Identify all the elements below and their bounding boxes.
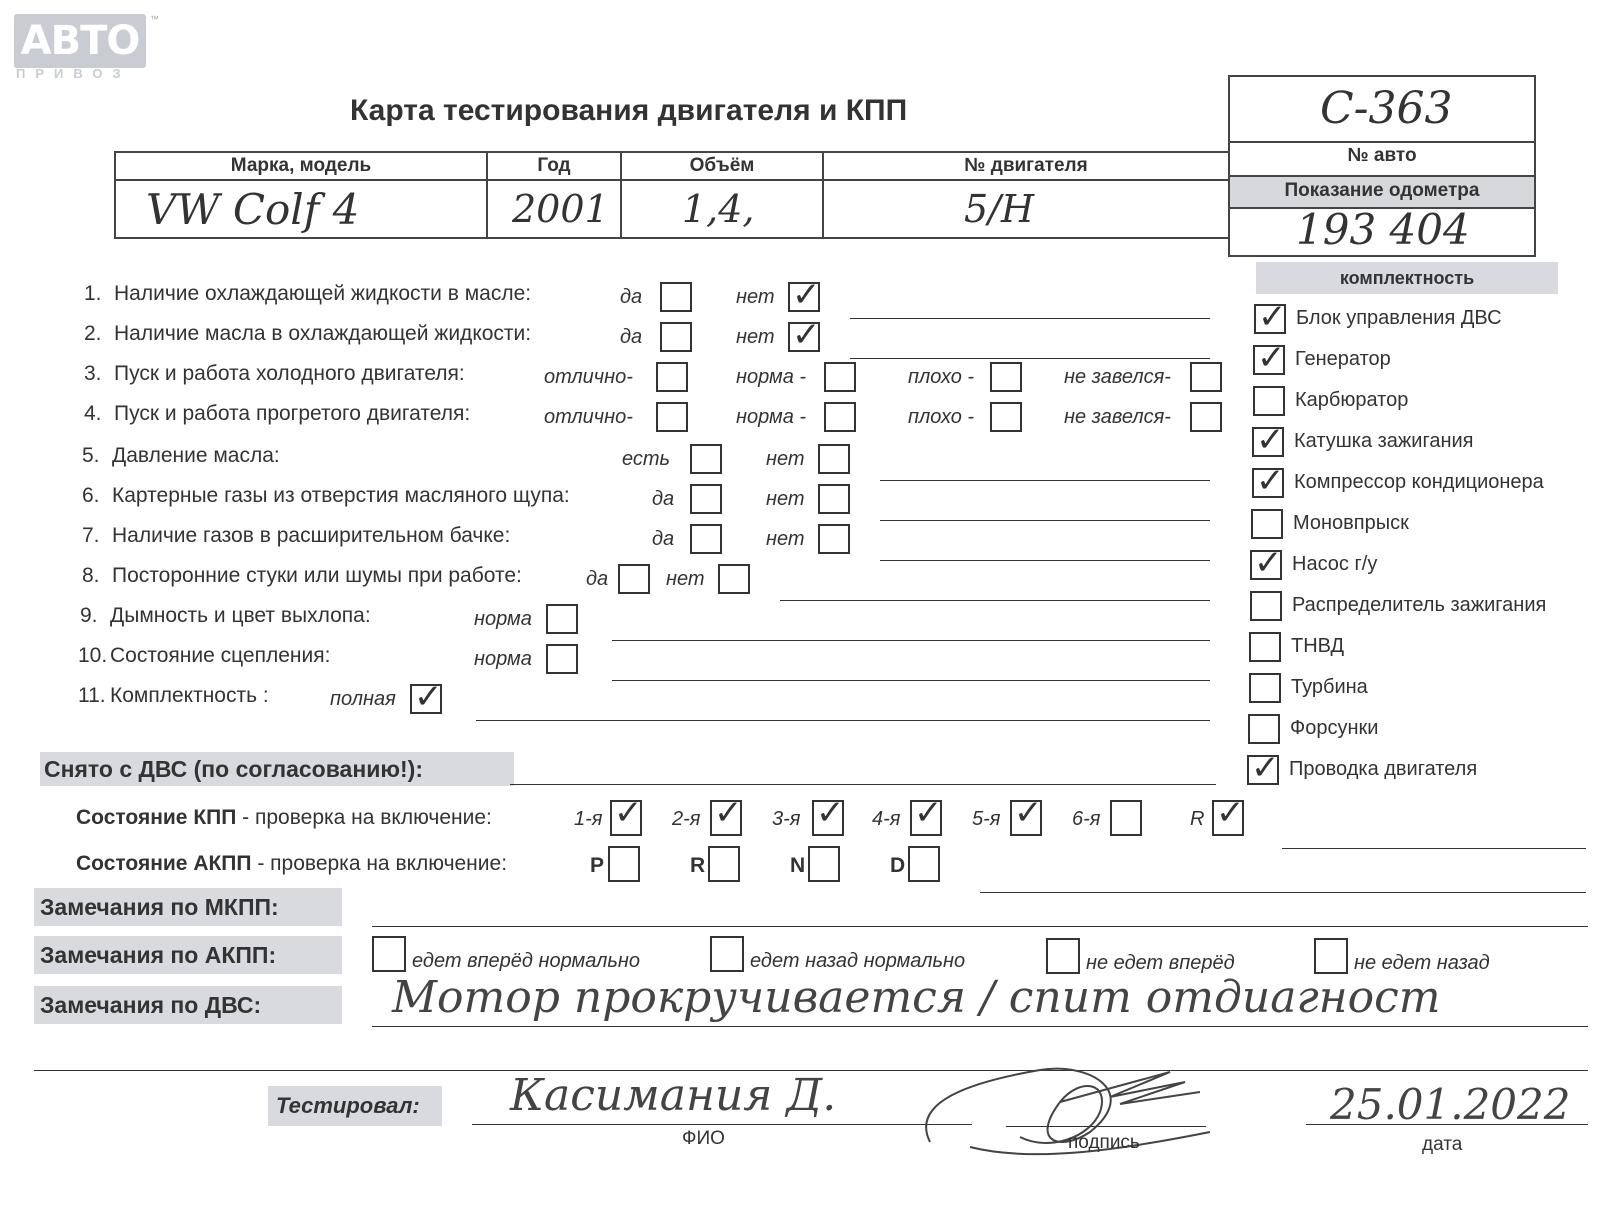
check-mark-icon: ✓ xyxy=(1257,338,1286,378)
remarks-mkpp-line xyxy=(372,926,1588,927)
date-label: дата xyxy=(1422,1134,1463,1155)
auto-number-box xyxy=(1228,75,1536,257)
manual-gear-label: 6-я xyxy=(1072,808,1101,830)
check-mark-icon: ✓ xyxy=(714,793,743,833)
completeness-item-label: Блок управления ДВС xyxy=(1296,307,1502,329)
question-oil-pressure-checkbox[interactable] xyxy=(818,444,850,474)
completeness-item-label: ТНВД xyxy=(1291,635,1345,657)
question-oil-pressure-checkbox[interactable] xyxy=(690,444,722,474)
question-expansion-tank-gases-checkbox[interactable] xyxy=(690,524,722,554)
date-line xyxy=(1306,1124,1588,1125)
question-cold-start-option-label: отлично- xyxy=(544,366,633,388)
question-cold-start-number: 3. xyxy=(84,362,102,385)
header-volume: Объём xyxy=(621,152,823,180)
auto-gear-label: D xyxy=(890,854,906,877)
question-oil-pressure-line xyxy=(880,480,1210,481)
header-make-model: Марка, модель xyxy=(115,152,487,180)
year-value: 2001 xyxy=(487,180,621,238)
page-title: Карта тестирования двигателя и КПП xyxy=(350,94,908,127)
completeness-item-label: Катушка зажигания xyxy=(1294,430,1474,452)
completeness-item-label: Моновпрыск xyxy=(1293,512,1409,534)
auto-gear-checkbox[interactable] xyxy=(808,846,840,882)
logo: АВТО xyxy=(14,14,146,68)
question-crankcase-gases-number: 6. xyxy=(82,484,100,507)
akpp-no-reverse-checkbox[interactable] xyxy=(1314,938,1348,974)
question-exhaust-line xyxy=(612,640,1210,641)
logo-subtitle: ПРИВОЗ xyxy=(16,66,131,81)
check-mark-icon: ✓ xyxy=(914,793,943,833)
auto-gear-label: P xyxy=(590,854,605,877)
question-oil-in-coolant-text: Наличие масла в охлаждающей жидкости: xyxy=(114,322,532,345)
akpp-reverse-ok-label: едет назад нормально xyxy=(750,950,966,972)
auto-number-value: С-363 xyxy=(1320,83,1453,134)
question-coolant-in-oil-number: 1. xyxy=(84,282,102,305)
completeness-item-checkbox[interactable] xyxy=(1249,632,1281,662)
question-noise-checkbox[interactable] xyxy=(618,564,650,594)
manual-gear-label: 5-я xyxy=(972,808,1001,830)
check-mark-icon: ✓ xyxy=(614,793,643,833)
check-mark-icon: ✓ xyxy=(816,793,845,833)
akpp-forward-ok-label: едет вперёд нормально xyxy=(412,950,641,972)
question-warm-start-checkbox[interactable] xyxy=(1190,402,1222,432)
vehicle-info-table xyxy=(114,151,1230,239)
question-warm-start-option-label: плохо - xyxy=(908,406,975,428)
completeness-item-label: Насос г/у xyxy=(1292,553,1378,575)
question-noise-option-label: нет xyxy=(666,568,705,590)
question-crankcase-gases-checkbox[interactable] xyxy=(818,484,850,514)
odometer-label: Показание одометра xyxy=(1284,180,1480,201)
check-mark-icon: ✓ xyxy=(1014,793,1043,833)
manual-gear-checkbox[interactable] xyxy=(1212,793,1245,836)
akpp-reverse-ok-checkbox[interactable] xyxy=(710,936,744,972)
question-clutch-number: 10. xyxy=(78,644,108,667)
akpp-forward-ok-checkbox[interactable] xyxy=(372,936,406,972)
question-coolant-in-oil-checkbox[interactable] xyxy=(788,275,821,315)
question-clutch-line xyxy=(612,680,1210,681)
manual-gearbox-label: Состояние КПП - проверка на включение: xyxy=(76,806,492,829)
manual-gear-label: 4-я xyxy=(872,808,901,830)
auto-gear-checkbox[interactable] xyxy=(908,846,940,882)
fio-label: ФИО xyxy=(682,1128,725,1149)
question-crankcase-gases-checkbox[interactable] xyxy=(690,484,722,514)
removed-line xyxy=(510,784,1216,785)
auto-gearbox-line xyxy=(980,892,1586,893)
check-mark-icon: ✓ xyxy=(1254,543,1283,583)
completeness-item-checkbox[interactable] xyxy=(1251,509,1283,539)
check-mark-icon: ✓ xyxy=(414,677,443,717)
question-warm-start-option-label: норма - xyxy=(736,406,807,428)
question-warm-start-option-label: не завелся- xyxy=(1064,406,1171,428)
tested-by-label: Тестировал: xyxy=(268,1086,442,1126)
question-clutch-option-label: норма xyxy=(474,648,532,670)
question-crankcase-gases-text: Картерные газы из отверстия масляного щупа: xyxy=(112,484,570,507)
check-mark-icon: ✓ xyxy=(792,275,821,315)
akpp-no-forward-checkbox[interactable] xyxy=(1046,938,1080,974)
question-noise-text: Посторонние стуки или шумы при работе: xyxy=(112,564,522,587)
odometer-value: 193 404 xyxy=(1296,205,1470,254)
volume-value: 1,4, xyxy=(621,180,823,238)
manual-gear-checkbox[interactable] xyxy=(1010,793,1043,836)
remarks-mkpp-label: Замечания по МКПП: xyxy=(34,888,342,926)
question-oil-in-coolant-option-label: нет xyxy=(736,326,775,348)
question-clutch-text: Состояние сцепления: xyxy=(110,644,331,667)
question-warm-start-checkbox[interactable] xyxy=(656,402,688,432)
signature-line xyxy=(1006,1126,1206,1127)
question-completeness-checkbox[interactable] xyxy=(410,677,443,717)
question-oil-in-coolant-number: 2. xyxy=(84,322,102,345)
question-warm-start-text: Пуск и работа прогретого двигателя: xyxy=(114,402,471,425)
completeness-item-label: Форсунки xyxy=(1290,717,1379,739)
question-oil-in-coolant-line xyxy=(850,358,1210,359)
completeness-item-label: Проводка двигателя xyxy=(1289,758,1478,780)
question-completeness-text: Комплектность : xyxy=(110,684,269,707)
completeness-item-checkbox[interactable] xyxy=(1249,673,1281,703)
question-coolant-in-oil-option-label: да xyxy=(620,286,643,308)
question-cold-start-checkbox[interactable] xyxy=(656,362,688,392)
question-exhaust-option-label: норма xyxy=(474,608,532,630)
question-oil-in-coolant-checkbox[interactable] xyxy=(788,315,821,355)
manual-gear-checkbox[interactable] xyxy=(610,793,643,836)
completeness-item-checkbox[interactable] xyxy=(1254,297,1287,337)
question-cold-start-text: Пуск и работа холодного двигателя: xyxy=(114,362,465,385)
remarks-akpp-label: Замечания по АКПП: xyxy=(34,936,342,974)
question-noise-checkbox[interactable] xyxy=(718,564,750,594)
removed-label: Снято с ДВС (по согласованию!): xyxy=(40,752,514,786)
akpp-no-forward-label: не едет вперёд xyxy=(1086,952,1235,974)
manual-gear-checkbox[interactable] xyxy=(812,793,845,836)
question-completeness-number: 11. xyxy=(78,684,106,707)
question-oil-in-coolant-option-label: да xyxy=(620,326,643,348)
check-mark-icon: ✓ xyxy=(1256,461,1285,501)
check-mark-icon: ✓ xyxy=(1251,748,1280,788)
question-expansion-tank-gases-option-label: да xyxy=(652,528,675,550)
question-noise-line xyxy=(780,600,1210,601)
question-cold-start-checkbox[interactable] xyxy=(990,362,1022,392)
remarks-dvs-value: Мотор прокручивается / спит отдиагност xyxy=(392,972,1441,1023)
completeness-item-checkbox[interactable] xyxy=(1253,386,1285,416)
completeness-item-label: Компрессор кондиционера xyxy=(1294,471,1544,493)
question-crankcase-gases-option-label: да xyxy=(652,488,675,510)
question-cold-start-checkbox[interactable] xyxy=(824,362,856,392)
check-mark-icon: ✓ xyxy=(792,315,821,355)
manual-gear-label: 1-я xyxy=(574,808,603,830)
question-warm-start-option-label: отлично- xyxy=(544,406,633,428)
fio-line xyxy=(472,1124,972,1125)
check-mark-icon: ✓ xyxy=(1256,420,1285,460)
header-year: Год xyxy=(487,152,621,180)
question-exhaust-checkbox[interactable] xyxy=(546,604,578,634)
manual-gear-checkbox[interactable] xyxy=(1110,800,1142,836)
question-oil-pressure-text: Давление масла: xyxy=(112,444,280,467)
question-expansion-tank-gases-text: Наличие газов в расширительном бачке: xyxy=(112,524,511,547)
question-exhaust-number: 9. xyxy=(80,604,98,627)
completeness-item-label: Турбина xyxy=(1291,676,1368,698)
logo-trademark: ™ xyxy=(150,14,159,24)
question-completeness-line xyxy=(476,720,1210,721)
question-crankcase-gases-option-label: нет xyxy=(766,488,805,510)
question-exhaust-text: Дымность и цвет выхлопа: xyxy=(110,604,371,627)
check-mark-icon: ✓ xyxy=(1216,793,1245,833)
completeness-header: комплектность xyxy=(1256,262,1558,294)
engine-number-value: 5/Н xyxy=(823,180,1229,238)
question-expansion-tank-gases-checkbox[interactable] xyxy=(818,524,850,554)
question-cold-start-option-label: плохо - xyxy=(908,366,975,388)
completeness-item-checkbox[interactable] xyxy=(1252,420,1285,460)
completeness-item-checkbox[interactable] xyxy=(1247,748,1280,788)
question-cold-start-checkbox[interactable] xyxy=(1190,362,1222,392)
completeness-item-label: Генератор xyxy=(1295,348,1391,370)
completeness-item-checkbox[interactable] xyxy=(1252,461,1285,501)
completeness-item-label: Распределитель зажигания xyxy=(1292,594,1547,616)
remarks-dvs-label: Замечания по ДВС: xyxy=(34,986,342,1024)
question-completeness-option-label: полная xyxy=(330,688,396,710)
manual-gear-checkbox[interactable] xyxy=(910,793,943,836)
completeness-item-checkbox[interactable] xyxy=(1250,591,1282,621)
question-coolant-in-oil-line xyxy=(850,318,1210,319)
completeness-item-checkbox[interactable] xyxy=(1253,338,1286,378)
manual-gear-checkbox[interactable] xyxy=(710,793,743,836)
question-expansion-tank-gases-option-label: нет xyxy=(766,528,805,550)
auto-number-label: № авто xyxy=(1347,145,1417,166)
manual-gear-label: 3-я xyxy=(772,808,801,830)
question-coolant-in-oil-text: Наличие охлаждающей жидкости в масле: xyxy=(114,282,532,305)
question-warm-start-number: 4. xyxy=(84,402,102,425)
question-noise-number: 8. xyxy=(82,564,100,587)
question-oil-pressure-option-label: есть xyxy=(622,448,671,470)
manual-gearbox-line xyxy=(1282,848,1586,849)
signature-label: подпись xyxy=(1068,1132,1140,1153)
check-mark-icon: ✓ xyxy=(1258,297,1287,337)
completeness-item-label: Карбюратор xyxy=(1295,389,1409,411)
question-oil-in-coolant-checkbox[interactable] xyxy=(660,322,692,352)
completeness-item-checkbox[interactable] xyxy=(1248,714,1280,744)
question-noise-option-label: да xyxy=(586,568,609,590)
question-cold-start-option-label: норма - xyxy=(736,366,807,388)
manual-gear-label: R xyxy=(1190,808,1205,830)
remarks-dvs-line xyxy=(372,1026,1588,1027)
auto-gear-checkbox[interactable] xyxy=(708,846,740,882)
question-coolant-in-oil-checkbox[interactable] xyxy=(660,282,692,312)
question-warm-start-checkbox[interactable] xyxy=(824,402,856,432)
question-crankcase-gases-line xyxy=(880,520,1210,521)
question-clutch-checkbox[interactable] xyxy=(546,644,578,674)
question-expansion-tank-gases-number: 7. xyxy=(82,524,100,547)
question-coolant-in-oil-option-label: нет xyxy=(736,286,775,308)
question-expansion-tank-gases-line xyxy=(880,560,1210,561)
completeness-item-checkbox[interactable] xyxy=(1250,543,1283,583)
auto-gear-label: N xyxy=(790,854,806,877)
auto-gear-checkbox[interactable] xyxy=(608,846,640,882)
question-oil-pressure-option-label: нет xyxy=(766,448,805,470)
tester-name-value: Касимания Д. xyxy=(510,1070,837,1121)
akpp-no-reverse-label: не едет назад xyxy=(1354,952,1490,974)
manual-gear-label: 2-я xyxy=(672,808,701,830)
question-oil-pressure-number: 5. xyxy=(82,444,100,467)
question-cold-start-option-label: не завелся- xyxy=(1064,366,1171,388)
auto-gear-label: R xyxy=(690,854,706,877)
question-warm-start-checkbox[interactable] xyxy=(990,402,1022,432)
auto-gearbox-label: Состояние АКПП - проверка на включение: xyxy=(76,852,508,875)
make-model-value: VW Colf 4 xyxy=(115,180,487,238)
date-value: 25.01.2022 xyxy=(1330,1080,1571,1129)
header-engine-number: № двигателя xyxy=(823,152,1229,180)
